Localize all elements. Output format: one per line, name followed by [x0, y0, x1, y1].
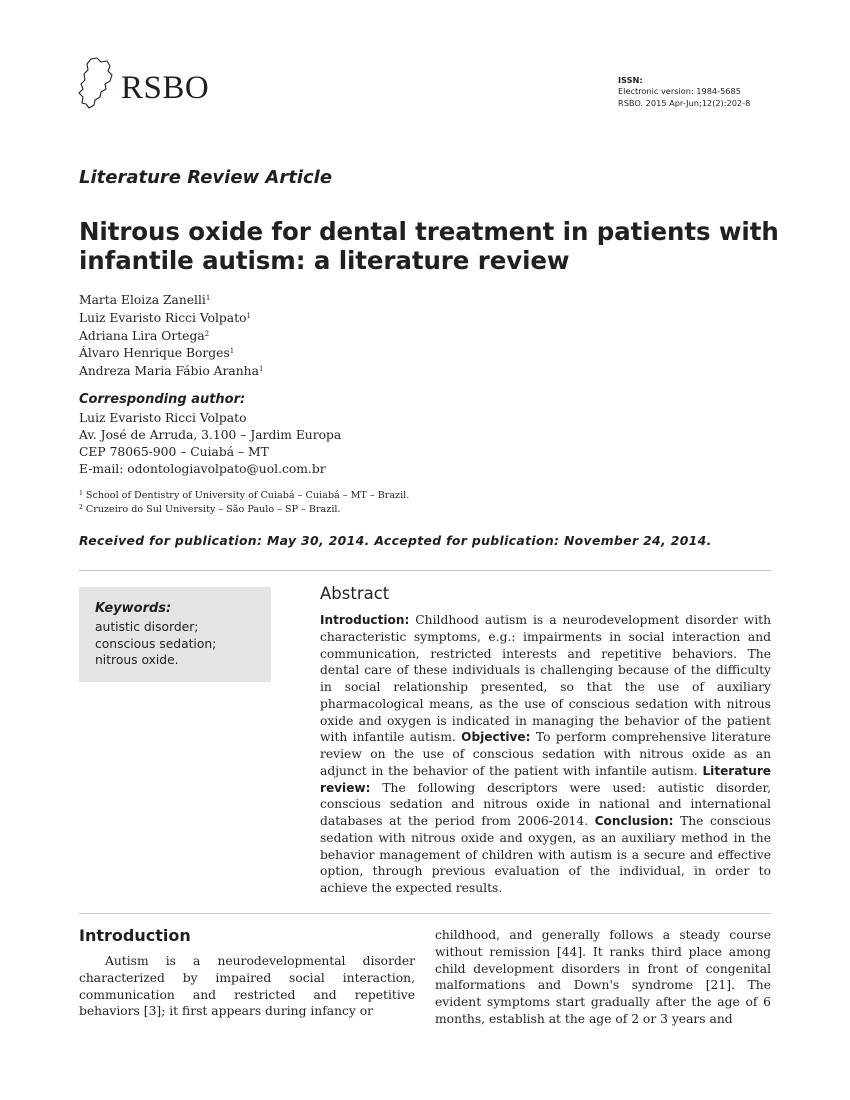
- divider: [79, 913, 771, 914]
- affiliation: [79, 503, 409, 517]
- divider: [79, 570, 771, 571]
- article-title: Nitrous oxide for dental treatment in patients with infantile autism: a literature review: [79, 217, 779, 275]
- abstract-intro-label: Introduction:: [320, 613, 410, 627]
- corresponding-author-email: E-mail: odontologiavolpato@uol.com.br: [79, 462, 326, 476]
- brazil-state-map-icon: [77, 56, 119, 110]
- affiliation-text: Cruzeiro do Sul University – São Paulo – SP – Brazil.: [85, 504, 341, 515]
- keywords-heading: Keywords:: [95, 601, 172, 616]
- affiliation: [79, 489, 409, 503]
- author-name: Marta Eloiza Zanelli: [79, 293, 206, 307]
- author: [79, 363, 263, 381]
- issn-block: [618, 75, 750, 109]
- abstract-heading: Abstract: [320, 584, 390, 603]
- journal-logo: [77, 56, 237, 112]
- author-affiliation-mark: 1: [205, 294, 211, 302]
- abstract-objective-text: To perform comprehensive literature review on the use of conscious sedation with nitrous oxide as an adjunct in the behavior of the patient with infantile autism.: [320, 730, 771, 778]
- author-name: Luiz Evaristo Ricci Volpato: [79, 310, 247, 325]
- introduction-heading: Introduction: [79, 926, 191, 945]
- abstract-conclusion-label: Conclusion:: [594, 814, 674, 828]
- abstract-conclusion-text: The conscious sedation with nitrous oxide and oxygen, as an auxiliary method in the behavior management of children with autism is a secure and effective option, through previous evaluation of the individual, in order to achieve the expected results.: [320, 814, 771, 895]
- affiliation-number: 1: [79, 490, 83, 497]
- abstract-objective-label: Objective:: [461, 730, 531, 745]
- keywords-list: [95, 619, 216, 669]
- publication-dates: Received for publication: May 30, 2014. Accepted for publication: November 24, 2014.: [79, 533, 712, 548]
- issn-label: ISSN:: [618, 75, 643, 85]
- corresponding-author-cep: CEP 78065-900 – Cuiabá – MT: [79, 445, 269, 459]
- author-affiliation-mark: 1: [258, 365, 264, 374]
- abstract-body: [320, 612, 771, 897]
- corresponding-author-name: Luiz Evaristo Ricci Volpato: [79, 411, 247, 425]
- citation: RSBO. 2015 Apr-Jun;12(2):202-8: [618, 97, 751, 108]
- affiliation-number: 2: [79, 504, 83, 511]
- abstract-review-text: The following descriptors were used: autistic disorder, conscious sedation and nitrous oxide in national and international databases at the period from 2006-2014.: [320, 780, 771, 828]
- affiliations: [79, 489, 409, 517]
- author-affiliation-mark: 2: [204, 329, 210, 338]
- author-affiliation-mark: 1: [229, 347, 235, 356]
- keyword: nitrous oxide.: [95, 653, 179, 668]
- author: [79, 328, 263, 346]
- affiliation-text: School of Dentistry of University of Cuiabá – Cuiabá – MT – Brazil.: [85, 490, 410, 501]
- abstract-intro-text: Childhood autism is a neurodevelopment disorder with characteristic symptoms, e.g.: impairments in social interaction and communication, restricted interests and repetitive behaviors. The dental care of these individuals is challenging because of the difficulty in social relationship presented, so that the use of auxiliary pharmacological means, as the use of conscious sedation with nitrous oxide and oxygen is indicated in managing the behavior of the patient with infantile autism.: [320, 613, 771, 745]
- keyword: conscious sedation;: [95, 636, 217, 651]
- corresponding-author-heading: Corresponding author:: [79, 392, 246, 407]
- journal-logo-text: RSBO: [121, 70, 210, 106]
- keywords-box: [79, 587, 271, 682]
- keyword: autistic disorder;: [95, 620, 199, 634]
- corresponding-author-address: Av. José de Arruda, 3.100 – Jardim Europa: [79, 428, 342, 442]
- author-name: Álvaro Henrique Borges: [79, 346, 230, 361]
- author: [79, 310, 263, 328]
- author-name: Adriana Lira Ortega: [79, 328, 205, 343]
- article-type: Literature Review Article: [79, 167, 333, 188]
- author-list: [79, 292, 263, 381]
- author-affiliation-mark: 1: [246, 311, 251, 320]
- introduction-column-2: childhood, and generally follows a steady course without remission [44]. It ranks third place among child development disorders in front of congenital malformations and Down's syndrome [21]. The evident symptoms start gradually after the age of 6 months, establish at the age of 2 or 3 years and: [435, 928, 771, 1026]
- abstract-review-label: Literature review:: [320, 763, 771, 795]
- author: [79, 292, 263, 310]
- corresponding-author-block: [79, 410, 341, 478]
- author-name: Andreza Maria Fábio Aranha: [79, 364, 259, 379]
- electronic-version: Electronic version: 1984-5685: [618, 86, 741, 97]
- introduction-column-1: Autism is a neurodevelopmental disorder characterized by impaired social interaction, communication and restricted and repetitive behaviors [3]; it first appears during infancy or: [79, 954, 415, 1019]
- author: [79, 345, 263, 363]
